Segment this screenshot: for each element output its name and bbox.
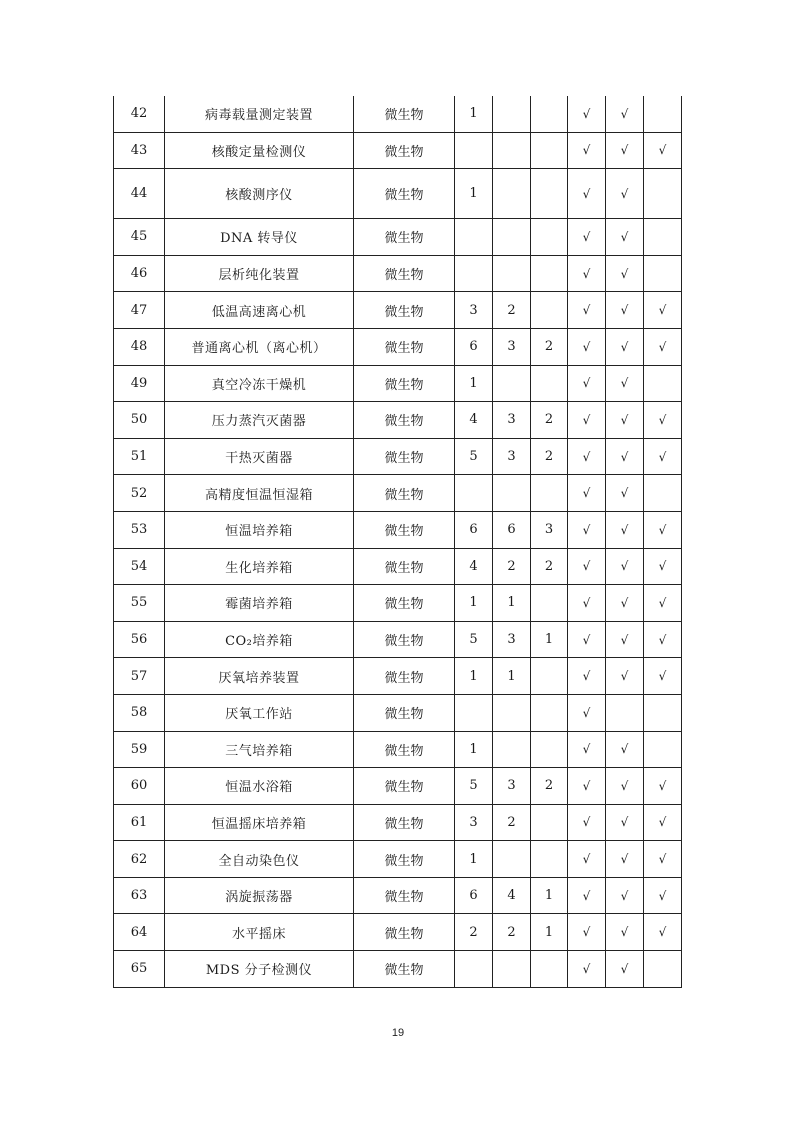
cell-check-2: √ — [606, 585, 644, 622]
cell-quantity-1: 6 — [455, 511, 493, 548]
cell-index: 65 — [114, 951, 165, 988]
cell-quantity-2: 1 — [493, 658, 531, 695]
cell-index: 58 — [114, 694, 165, 731]
cell-equipment-name: 干热灭菌器 — [165, 438, 354, 475]
cell-check-2: √ — [606, 255, 644, 292]
cell-quantity-1: 4 — [455, 548, 493, 585]
cell-quantity-2 — [493, 96, 531, 132]
cell-check-3 — [644, 96, 682, 132]
cell-check-3: √ — [644, 877, 682, 914]
cell-quantity-1: 1 — [455, 585, 493, 622]
cell-quantity-3 — [531, 841, 568, 878]
cell-equipment-name: 恒温水浴箱 — [165, 768, 354, 805]
cell-equipment-name: DNA 转导仪 — [165, 219, 354, 256]
cell-quantity-1 — [455, 255, 493, 292]
cell-category: 微生物 — [354, 219, 455, 256]
cell-category: 微生物 — [354, 841, 455, 878]
cell-equipment-name: 病毒载量测定装置 — [165, 96, 354, 132]
cell-check-1: √ — [568, 169, 606, 219]
table-row — [114, 292, 682, 329]
table-row — [114, 365, 682, 402]
cell-index: 50 — [114, 402, 165, 439]
table-row — [114, 804, 682, 841]
cell-equipment-name: 低温高速离心机 — [165, 292, 354, 329]
table-row — [114, 438, 682, 475]
cell-check-3: √ — [644, 658, 682, 695]
cell-quantity-3: 2 — [531, 768, 568, 805]
cell-index: 62 — [114, 841, 165, 878]
table-row — [114, 511, 682, 548]
table-row — [114, 658, 682, 695]
cell-category: 微生物 — [354, 585, 455, 622]
cell-check-2: √ — [606, 658, 644, 695]
cell-quantity-3: 2 — [531, 438, 568, 475]
cell-quantity-3 — [531, 365, 568, 402]
cell-check-1: √ — [568, 841, 606, 878]
cell-index: 57 — [114, 658, 165, 695]
cell-check-3: √ — [644, 841, 682, 878]
table-row — [114, 132, 682, 169]
cell-equipment-name: 真空冷冻干燥机 — [165, 365, 354, 402]
cell-category: 微生物 — [354, 694, 455, 731]
cell-check-2: √ — [606, 804, 644, 841]
cell-index: 54 — [114, 548, 165, 585]
cell-check-3: √ — [644, 585, 682, 622]
cell-check-1: √ — [568, 328, 606, 365]
cell-check-3: √ — [644, 804, 682, 841]
cell-quantity-1: 5 — [455, 768, 493, 805]
table-row — [114, 169, 682, 219]
cell-quantity-1 — [455, 132, 493, 169]
cell-index: 47 — [114, 292, 165, 329]
cell-equipment-name: 厌氧工作站 — [165, 694, 354, 731]
cell-category: 微生物 — [354, 511, 455, 548]
cell-check-1: √ — [568, 365, 606, 402]
cell-quantity-3: 2 — [531, 548, 568, 585]
cell-quantity-1: 5 — [455, 438, 493, 475]
table-row — [114, 694, 682, 731]
cell-index: 51 — [114, 438, 165, 475]
cell-check-1: √ — [568, 292, 606, 329]
cell-quantity-1: 1 — [455, 365, 493, 402]
cell-equipment-name: 涡旋振荡器 — [165, 877, 354, 914]
cell-check-1: √ — [568, 914, 606, 951]
cell-equipment-name: MDS 分子检测仪 — [165, 951, 354, 988]
cell-check-2: √ — [606, 438, 644, 475]
cell-check-2: √ — [606, 96, 644, 132]
cell-check-1: √ — [568, 694, 606, 731]
cell-quantity-2 — [493, 841, 531, 878]
cell-check-1: √ — [568, 438, 606, 475]
cell-quantity-2: 6 — [493, 511, 531, 548]
table-row — [114, 731, 682, 768]
cell-equipment-name: 三气培养箱 — [165, 731, 354, 768]
cell-quantity-3: 1 — [531, 877, 568, 914]
cell-quantity-2: 2 — [493, 292, 531, 329]
cell-index: 53 — [114, 511, 165, 548]
cell-equipment-name: 核酸测序仪 — [165, 169, 354, 219]
cell-quantity-3 — [531, 292, 568, 329]
cell-equipment-name: 厌氧培养装置 — [165, 658, 354, 695]
table-row — [114, 219, 682, 256]
cell-equipment-name: CO₂培养箱 — [165, 621, 354, 658]
cell-equipment-name: 水平摇床 — [165, 914, 354, 951]
cell-check-3 — [644, 255, 682, 292]
cell-check-1: √ — [568, 219, 606, 256]
cell-quantity-2 — [493, 731, 531, 768]
cell-category: 微生物 — [354, 951, 455, 988]
cell-check-2: √ — [606, 511, 644, 548]
cell-quantity-1: 1 — [455, 169, 493, 219]
cell-quantity-2 — [493, 219, 531, 256]
table-row — [114, 841, 682, 878]
cell-index: 63 — [114, 877, 165, 914]
cell-quantity-3 — [531, 658, 568, 695]
cell-category: 微生物 — [354, 292, 455, 329]
table-row — [114, 475, 682, 512]
cell-check-2: √ — [606, 402, 644, 439]
cell-quantity-2: 1 — [493, 585, 531, 622]
cell-check-1: √ — [568, 475, 606, 512]
cell-check-1: √ — [568, 402, 606, 439]
cell-quantity-1: 3 — [455, 292, 493, 329]
cell-quantity-3 — [531, 475, 568, 512]
cell-quantity-3 — [531, 255, 568, 292]
cell-check-2: √ — [606, 328, 644, 365]
cell-quantity-1 — [455, 475, 493, 512]
cell-check-3: √ — [644, 292, 682, 329]
cell-quantity-3 — [531, 585, 568, 622]
cell-quantity-1: 5 — [455, 621, 493, 658]
cell-quantity-3 — [531, 951, 568, 988]
cell-check-3: √ — [644, 438, 682, 475]
cell-check-3 — [644, 365, 682, 402]
cell-quantity-3 — [531, 731, 568, 768]
cell-quantity-3 — [531, 804, 568, 841]
cell-check-3 — [644, 169, 682, 219]
cell-index: 44 — [114, 169, 165, 219]
cell-check-1: √ — [568, 548, 606, 585]
cell-check-1: √ — [568, 731, 606, 768]
cell-check-2: √ — [606, 219, 644, 256]
table-row — [114, 951, 682, 988]
cell-index: 55 — [114, 585, 165, 622]
cell-equipment-name: 恒温摇床培养箱 — [165, 804, 354, 841]
cell-index: 46 — [114, 255, 165, 292]
table-row — [114, 585, 682, 622]
cell-check-1: √ — [568, 511, 606, 548]
cell-check-2: √ — [606, 877, 644, 914]
cell-check-3: √ — [644, 768, 682, 805]
cell-quantity-3: 3 — [531, 511, 568, 548]
cell-quantity-1: 1 — [455, 658, 493, 695]
table-row — [114, 877, 682, 914]
cell-check-3: √ — [644, 132, 682, 169]
cell-check-1: √ — [568, 96, 606, 132]
cell-index: 42 — [114, 96, 165, 132]
cell-quantity-1: 1 — [455, 841, 493, 878]
cell-category: 微生物 — [354, 328, 455, 365]
cell-check-2: √ — [606, 132, 644, 169]
cell-check-2: √ — [606, 548, 644, 585]
cell-category: 微生物 — [354, 804, 455, 841]
table-row — [114, 768, 682, 805]
cell-category: 微生物 — [354, 877, 455, 914]
cell-quantity-2: 3 — [493, 768, 531, 805]
cell-quantity-1 — [455, 951, 493, 988]
cell-category: 微生物 — [354, 169, 455, 219]
cell-quantity-1: 6 — [455, 877, 493, 914]
table-row — [114, 402, 682, 439]
cell-index: 60 — [114, 768, 165, 805]
cell-check-2: √ — [606, 475, 644, 512]
cell-index: 61 — [114, 804, 165, 841]
cell-check-2: √ — [606, 914, 644, 951]
cell-category: 微生物 — [354, 402, 455, 439]
cell-check-2: √ — [606, 731, 644, 768]
cell-category: 微生物 — [354, 438, 455, 475]
cell-quantity-3 — [531, 96, 568, 132]
table-row — [114, 328, 682, 365]
cell-quantity-2 — [493, 951, 531, 988]
cell-quantity-2: 2 — [493, 804, 531, 841]
cell-equipment-name: 核酸定量检测仪 — [165, 132, 354, 169]
cell-check-1: √ — [568, 658, 606, 695]
cell-check-3: √ — [644, 621, 682, 658]
cell-check-3 — [644, 731, 682, 768]
cell-quantity-3 — [531, 694, 568, 731]
cell-check-2: √ — [606, 951, 644, 988]
cell-check-3: √ — [644, 328, 682, 365]
cell-check-3 — [644, 475, 682, 512]
cell-check-3 — [644, 694, 682, 731]
cell-quantity-3: 1 — [531, 621, 568, 658]
cell-check-3: √ — [644, 511, 682, 548]
table-body — [114, 96, 682, 987]
cell-check-3 — [644, 951, 682, 988]
cell-quantity-3: 2 — [531, 328, 568, 365]
cell-category: 微生物 — [354, 255, 455, 292]
table-row — [114, 255, 682, 292]
cell-index: 56 — [114, 621, 165, 658]
cell-category: 微生物 — [354, 658, 455, 695]
cell-check-2 — [606, 694, 644, 731]
cell-quantity-1: 1 — [455, 731, 493, 768]
cell-quantity-2 — [493, 169, 531, 219]
cell-index: 59 — [114, 731, 165, 768]
cell-check-1: √ — [568, 585, 606, 622]
cell-category: 微生物 — [354, 914, 455, 951]
cell-category: 微生物 — [354, 621, 455, 658]
cell-category: 微生物 — [354, 475, 455, 512]
cell-quantity-2: 3 — [493, 328, 531, 365]
cell-quantity-3 — [531, 169, 568, 219]
cell-quantity-1: 3 — [455, 804, 493, 841]
cell-category: 微生物 — [354, 132, 455, 169]
table-row — [114, 548, 682, 585]
cell-check-1: √ — [568, 951, 606, 988]
cell-quantity-3 — [531, 219, 568, 256]
table-row — [114, 96, 682, 132]
cell-equipment-name: 霉菌培养箱 — [165, 585, 354, 622]
cell-quantity-3: 2 — [531, 402, 568, 439]
cell-equipment-name: 压力蒸汽灭菌器 — [165, 402, 354, 439]
table-row — [114, 621, 682, 658]
cell-check-1: √ — [568, 804, 606, 841]
cell-category: 微生物 — [354, 731, 455, 768]
cell-category: 微生物 — [354, 548, 455, 585]
cell-check-3 — [644, 219, 682, 256]
cell-quantity-2 — [493, 255, 531, 292]
cell-check-2: √ — [606, 768, 644, 805]
cell-equipment-name: 生化培养箱 — [165, 548, 354, 585]
cell-equipment-name: 层析纯化装置 — [165, 255, 354, 292]
page-number: 19 — [391, 1027, 405, 1039]
cell-check-1: √ — [568, 877, 606, 914]
cell-index: 64 — [114, 914, 165, 951]
cell-equipment-name: 全自动染色仪 — [165, 841, 354, 878]
cell-check-1: √ — [568, 621, 606, 658]
cell-quantity-2 — [493, 475, 531, 512]
cell-check-1: √ — [568, 255, 606, 292]
cell-quantity-3: 1 — [531, 914, 568, 951]
cell-quantity-1: 4 — [455, 402, 493, 439]
cell-check-1: √ — [568, 132, 606, 169]
cell-equipment-name: 恒温培养箱 — [165, 511, 354, 548]
cell-index: 45 — [114, 219, 165, 256]
cell-quantity-1 — [455, 694, 493, 731]
cell-quantity-2: 3 — [493, 438, 531, 475]
cell-category: 微生物 — [354, 365, 455, 402]
cell-category: 微生物 — [354, 96, 455, 132]
cell-equipment-name: 普通离心机（离心机） — [165, 328, 354, 365]
cell-check-3: √ — [644, 914, 682, 951]
cell-quantity-1: 2 — [455, 914, 493, 951]
cell-quantity-3 — [531, 132, 568, 169]
cell-check-2: √ — [606, 365, 644, 402]
cell-index: 43 — [114, 132, 165, 169]
cell-check-2: √ — [606, 169, 644, 219]
cell-quantity-2 — [493, 694, 531, 731]
cell-quantity-2: 3 — [493, 621, 531, 658]
cell-quantity-2: 3 — [493, 402, 531, 439]
cell-quantity-1: 6 — [455, 328, 493, 365]
cell-quantity-2: 2 — [493, 914, 531, 951]
cell-quantity-2 — [493, 365, 531, 402]
equipment-table — [113, 96, 682, 988]
cell-equipment-name: 高精度恒温恒湿箱 — [165, 475, 354, 512]
cell-check-1: √ — [568, 768, 606, 805]
cell-quantity-1 — [455, 219, 493, 256]
cell-quantity-2 — [493, 132, 531, 169]
cell-check-2: √ — [606, 621, 644, 658]
cell-index: 52 — [114, 475, 165, 512]
cell-index: 49 — [114, 365, 165, 402]
cell-check-3: √ — [644, 548, 682, 585]
cell-check-3: √ — [644, 402, 682, 439]
cell-quantity-2: 2 — [493, 548, 531, 585]
cell-category: 微生物 — [354, 768, 455, 805]
cell-check-2: √ — [606, 292, 644, 329]
cell-index: 48 — [114, 328, 165, 365]
table-row — [114, 914, 682, 951]
cell-quantity-2: 4 — [493, 877, 531, 914]
cell-check-2: √ — [606, 841, 644, 878]
cell-quantity-1: 1 — [455, 96, 493, 132]
